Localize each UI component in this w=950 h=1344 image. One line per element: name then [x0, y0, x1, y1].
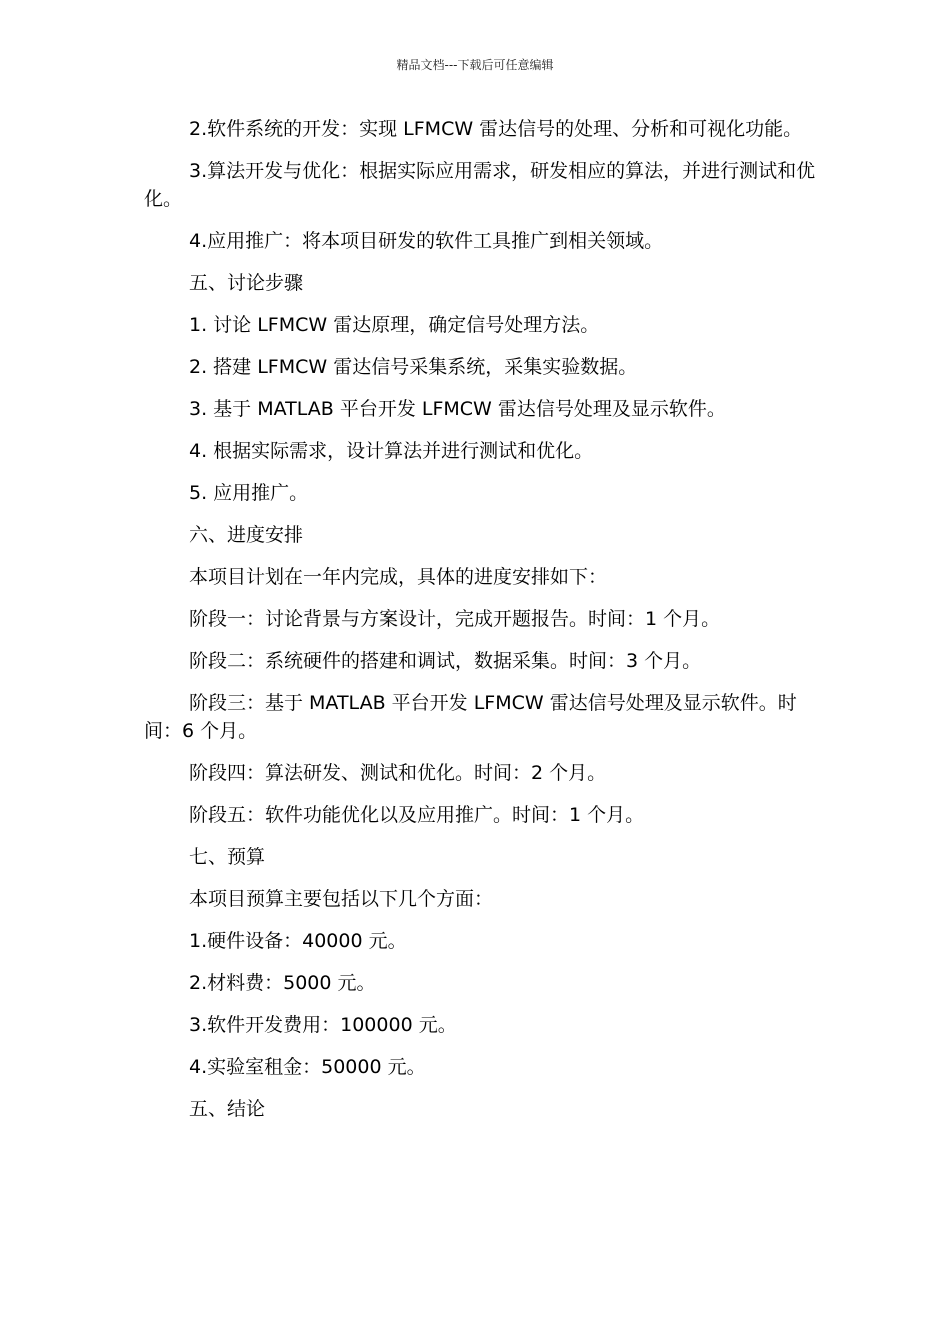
step-item-4: 4. 根据实际需求，设计算法并进行测试和优化。 [189, 440, 594, 462]
schedule-stage-5: 阶段五：软件功能优化以及应用推广。时间：1 个月。 [189, 804, 645, 826]
budget-item-materials: 2.材料费：5000 元。 [189, 972, 376, 994]
schedule-intro: 本项目计划在一年内完成，具体的进度安排如下： [189, 566, 608, 588]
paragraph-application: 4.应用推广：将本项目研发的软件工具推广到相关领域。 [189, 230, 664, 252]
schedule-stage-3: 阶段三：基于 MATLAB 平台开发 LFMCW 雷达信号处理及显示软件。时间：6 个月。 [144, 692, 797, 742]
step-item-1: 1. 讨论 LFMCW 雷达原理，确定信号处理方法。 [189, 314, 600, 336]
paragraph-algorithm-dev: 3.算法开发与优化：根据实际应用需求，研发相应的算法，并进行测试和优化。 [144, 160, 816, 210]
budget-intro: 本项目预算主要包括以下几个方面： [189, 888, 494, 910]
heading-schedule: 六、进度安排 [189, 524, 304, 546]
step-item-2: 2. 搭建 LFMCW 雷达信号采集系统，采集实验数据。 [189, 356, 638, 378]
schedule-stage-2: 阶段二：系统硬件的搭建和调试，数据采集。时间：3 个月。 [189, 650, 702, 672]
heading-discussion-steps: 五、讨论步骤 [189, 272, 304, 294]
budget-item-lab-rent: 4.实验室租金：50000 元。 [189, 1056, 426, 1078]
budget-item-hardware: 1.硬件设备：40000 元。 [189, 930, 407, 952]
step-item-3: 3. 基于 MATLAB 平台开发 LFMCW 雷达信号处理及显示软件。 [189, 398, 726, 420]
document-body [144, 115, 824, 1123]
page-header: 精品文档---下载后可任意编辑 [396, 58, 554, 72]
schedule-stage-1: 阶段一：讨论背景与方案设计，完成开题报告。时间：1 个月。 [189, 608, 721, 630]
budget-item-software: 3.软件开发费用：100000 元。 [189, 1014, 457, 1036]
paragraph-software-dev: 2.软件系统的开发：实现 LFMCW 雷达信号的处理、分析和可视化功能。 [189, 118, 803, 140]
heading-conclusion: 五、结论 [189, 1098, 266, 1120]
schedule-stage-4: 阶段四：算法研发、测试和优化。时间：2 个月。 [189, 762, 607, 784]
heading-budget: 七、预算 [189, 846, 266, 868]
step-item-5: 5. 应用推广。 [189, 482, 309, 504]
